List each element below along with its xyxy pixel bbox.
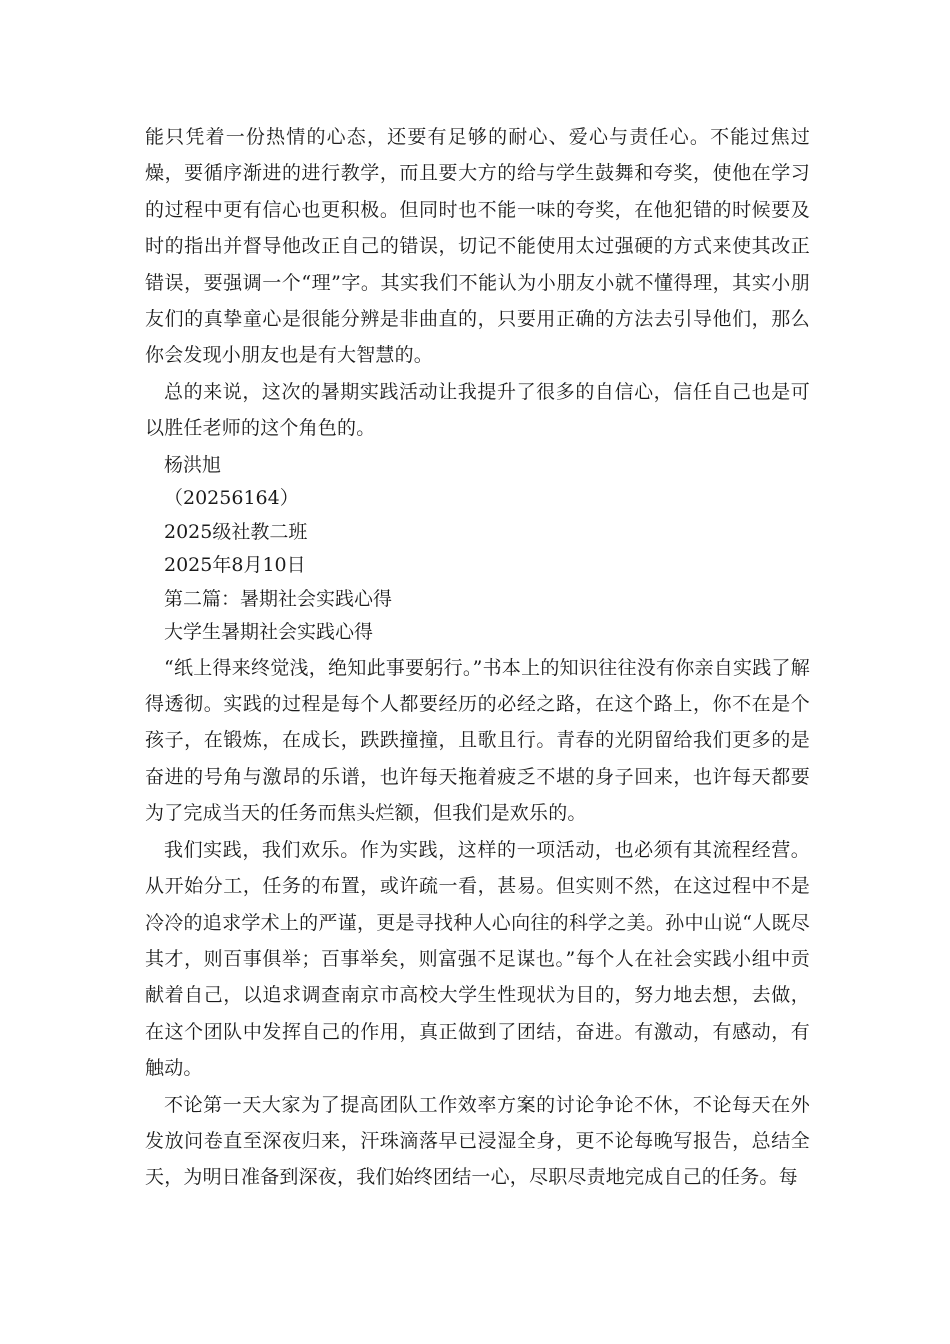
body-paragraph: 不论第一天大家为了提高团队工作效率方案的讨论争论不休，不论每天在外发放问卷直至深夜归来，汗珠滴落早已浸湿全身，更不论每晚写报告，总结全天，为明日准备到深夜，我们始终团结一心，尽职尽责地完成自己的任务。每: [145, 1093, 810, 1189]
signature-date: 2025年8月10日: [164, 554, 306, 577]
class-name: 2025级社教二班: [164, 520, 308, 543]
body-paragraph: “纸上得来终觉浅，绝知此事要躬行。”书本上的知识往往没有你亲自实践了解得透彻。实践的过程是每个人都要经历的必经之路，在这个路上，你不在是个孩子，在锻炼，在成长，跌跌撞撞，且歌且行。青春的光阴留给我们更多的是奋进的号角与激昂的乐谱，也许每天拖着疲乏不堪的身子回来，也许每天都要为了完成当天的任务而焦头烂额，但我们是欢乐的。: [145, 656, 810, 825]
body-paragraph: 能只凭着一份热情的心态，还要有足够的耐心、爱心与责任心。不能过焦过燥，要循序渐进的进行教学，而且要大方的给与学生鼓舞和夸奖，使他在学习的过程中更有信心也更积极。但同时也不能一味的夸奖，在他犯错的时候要及时的指出并督导他改正自己的错误，切记不能使用太过强硬的方式来使其改正错误，要强调一个“理”字。其实我们不能认为小朋友小就不懂得理，其实小朋友们的真挚童心是很能分辨是非曲直的，只要用正确的方法去引导他们，那么你会发现小朋友也是有大智慧的。: [145, 126, 810, 367]
author-name: 杨洪旭: [164, 453, 222, 476]
document-page: [145, 119, 810, 1196]
body-paragraph: 总的来说，这次的暑期实践活动让我提升了很多的自信心，信任自己也是可以胜任老师的这个角色的。: [145, 380, 810, 440]
article-subtitle: 大学生暑期社会实践心得: [164, 621, 374, 644]
body-paragraph: 我们实践，我们欢乐。作为实践，这样的一项活动，也必须有其流程经营。从开始分工，任务的布置，或许疏一看，甚易。但实则不然，在这过程中不是冷冷的追求学术上的严谨，更是寻找种人心向往的科学之美。孙中山说“人既尽其才，则百事俱举；百事举矣，则富强不足谋也。”每个人在社会实践小组中贡献着自己，以追求调查南京市高校大学生性现状为目的，努力地去想，去做，在这个团队中发挥自己的作用，真正做到了团结，奋进。有激动，有感动，有触动。: [145, 838, 810, 1080]
student-id: （20256164）: [164, 487, 299, 510]
section-title: 第二篇：暑期社会实践心得: [164, 587, 393, 610]
